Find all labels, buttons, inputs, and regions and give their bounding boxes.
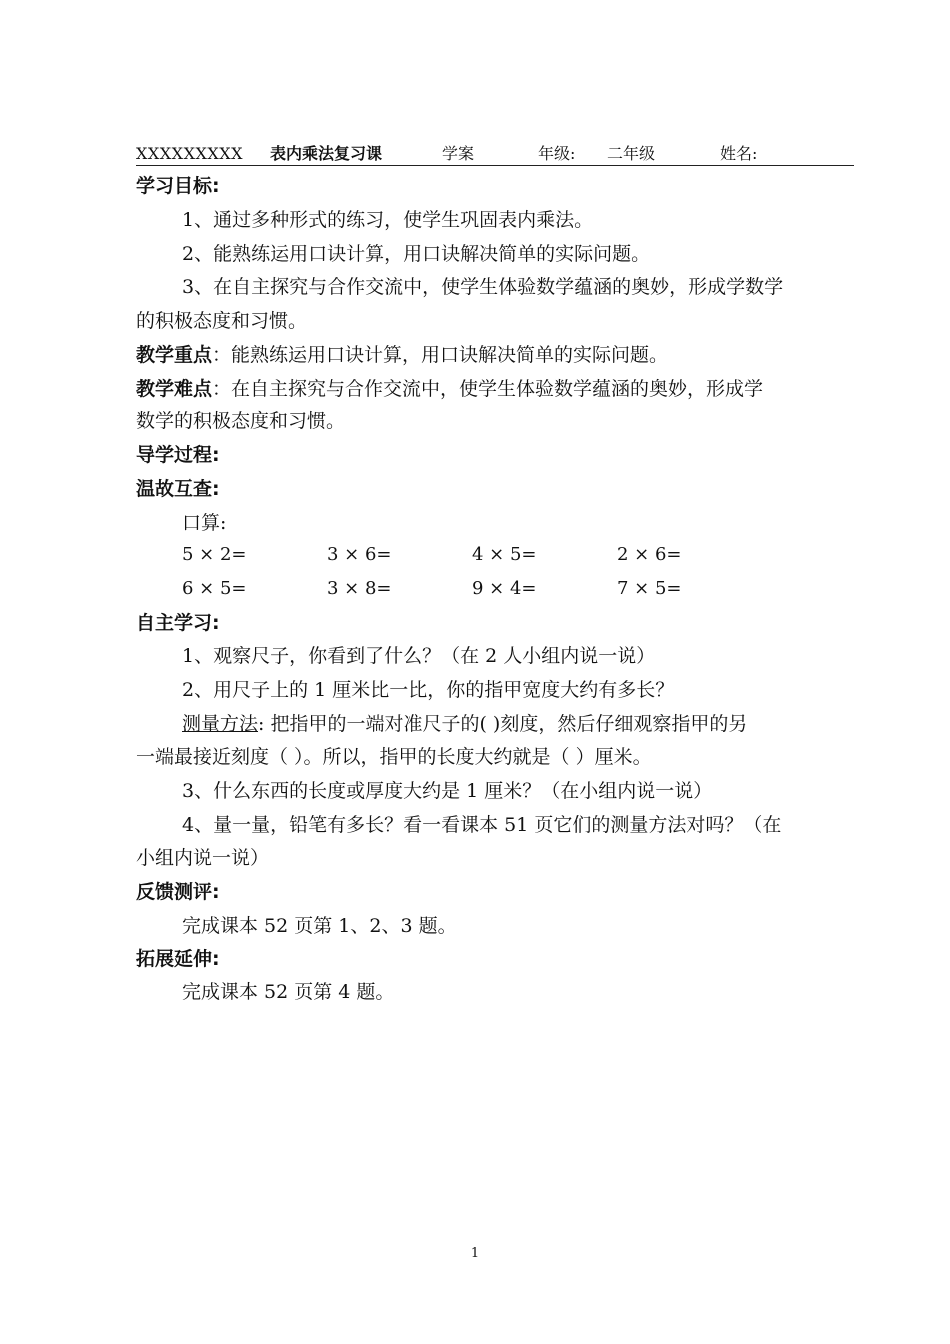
calc-2-3: 9 × 4= bbox=[472, 578, 537, 599]
feedback-text: 完成课本 52 页第 1、2、3 题。 bbox=[182, 915, 457, 937]
calc-2-1: 6 × 5= bbox=[182, 578, 247, 599]
page-number: 1 bbox=[470, 1246, 480, 1261]
objective-item-3: 3、在自主探究与合作交流中，使学生体验数学蕴涵的奥妙，形成学数学 bbox=[182, 276, 784, 298]
measure-method-text-1: : 把指甲的一端对准尺子的( )刻度，然后仔细观察指甲的另 bbox=[258, 713, 748, 735]
header-title: 表内乘法复习课 bbox=[270, 144, 383, 163]
document-header bbox=[136, 143, 854, 166]
measure-method-text-2: 一端最接近刻度（ ）。所以，指甲的长度大约就是（ ）厘米。 bbox=[136, 746, 652, 768]
calc-2-4: 7 × 5= bbox=[617, 578, 682, 599]
process-heading: 导学过程: bbox=[136, 444, 220, 466]
objective-item-3-cont: 的积极态度和习惯。 bbox=[136, 310, 308, 332]
teaching-difficulty bbox=[136, 376, 763, 402]
oral-calc-label: 口算: bbox=[182, 512, 227, 534]
review-heading: 温故互查: bbox=[136, 478, 220, 500]
self-study-item-1: 1、观察尺子，你看到了什么？（在 2 人小组内说一说） bbox=[182, 645, 656, 667]
self-study-heading: 自主学习: bbox=[136, 612, 220, 634]
calc-1-4: 2 × 6= bbox=[617, 544, 682, 565]
measure-method-label: 测量方法 bbox=[182, 713, 259, 735]
self-study-item-2: 2、用尺子上的 1 厘米比一比，你的指甲宽度大约有多长？ bbox=[182, 679, 675, 701]
teaching-focus bbox=[136, 342, 668, 368]
objective-item-1: 1、通过多种形式的练习，使学生巩固表内乘法。 bbox=[182, 209, 594, 231]
measure-method bbox=[182, 711, 747, 737]
self-study-item-3: 3、什么东西的长度或厚度大约是 1 厘米？（在小组内说一说） bbox=[182, 780, 713, 802]
calc-1-1: 5 × 2= bbox=[182, 544, 247, 565]
focus-label: 教学重点 bbox=[136, 344, 213, 366]
extension-text: 完成课本 52 页第 4 题。 bbox=[182, 981, 395, 1003]
header-name-label: 姓名: bbox=[720, 144, 758, 163]
header-grade-label: 年级: bbox=[538, 144, 576, 163]
difficulty-label: 教学难点 bbox=[136, 378, 213, 400]
header-type: 学案 bbox=[442, 144, 475, 163]
self-study-item-4: 4、量一量，铅笔有多长？看一看课本 51 页它们的测量方法对吗？（在 bbox=[182, 814, 782, 836]
difficulty-text-1: ：在自主探究与合作交流中，使学生体验数学蕴涵的奥妙，形成学 bbox=[212, 378, 764, 400]
self-study-item-4-cont: 小组内说一说） bbox=[136, 847, 270, 869]
header-code: XXXXXXXXX bbox=[136, 144, 244, 163]
extension-heading: 拓展延伸: bbox=[136, 948, 220, 970]
difficulty-text-2: 数学的积极态度和习惯。 bbox=[136, 410, 346, 432]
calc-2-2: 3 × 8= bbox=[327, 578, 392, 599]
focus-text: ：能熟练运用口诀计算，用口诀解决简单的实际问题。 bbox=[212, 344, 669, 366]
objective-item-2: 2、能熟练运用口诀计算，用口诀解决简单的实际问题。 bbox=[182, 243, 651, 265]
calc-1-3: 4 × 5= bbox=[472, 544, 537, 565]
feedback-heading: 反馈测评: bbox=[136, 881, 220, 903]
header-grade: 二年级 bbox=[607, 144, 656, 163]
objectives-heading: 学习目标: bbox=[136, 175, 220, 197]
calc-1-2: 3 × 6= bbox=[327, 544, 392, 565]
